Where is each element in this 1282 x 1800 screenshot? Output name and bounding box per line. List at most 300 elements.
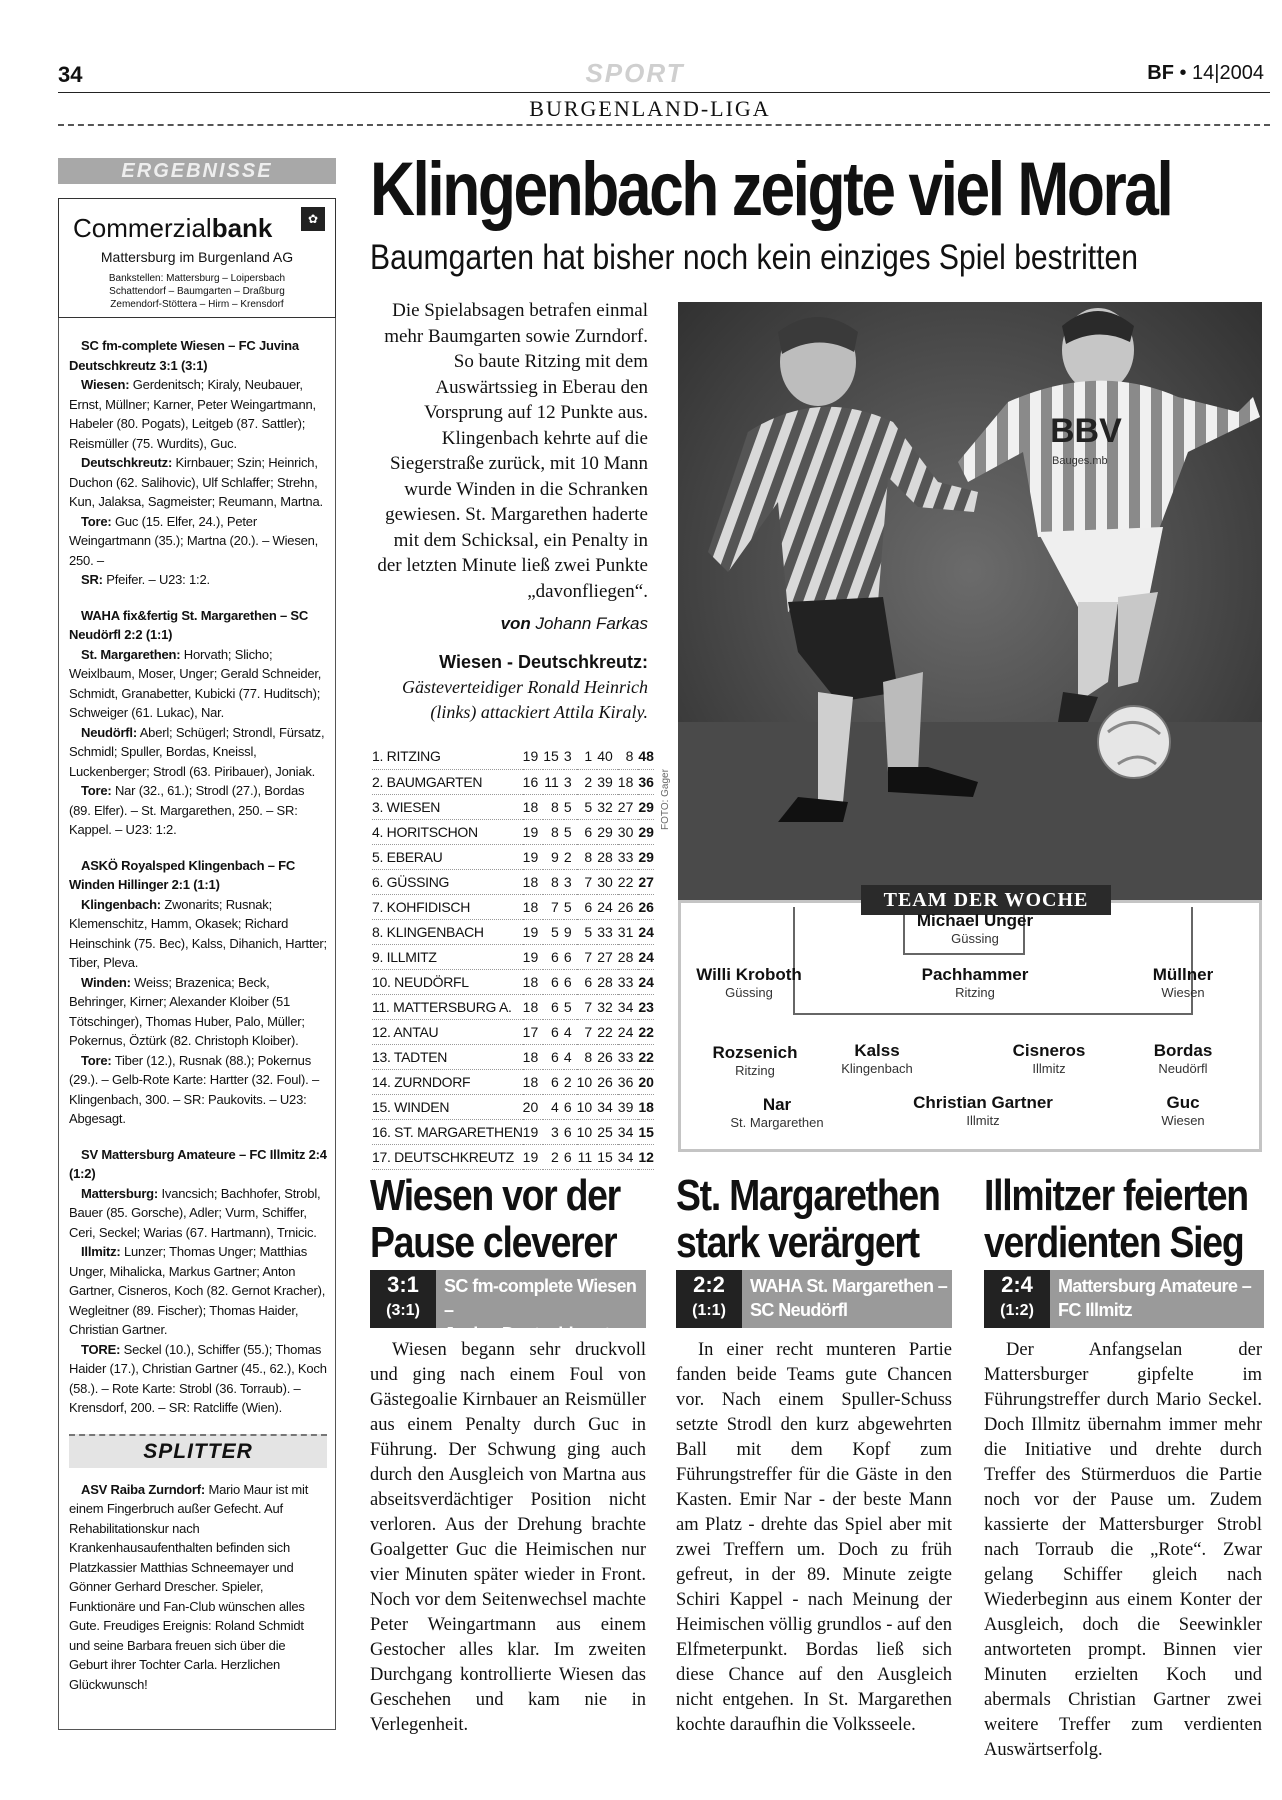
result-line — [69, 453, 327, 512]
result-block — [69, 606, 327, 840]
player-club: Güssing — [725, 985, 773, 1000]
result-line — [69, 645, 327, 723]
player-name: Rozsenich — [712, 1043, 798, 1062]
away-team: FC Illmitz — [1058, 1300, 1132, 1320]
standings-sp: 18 — [523, 894, 544, 919]
standings-n: 10 — [577, 1094, 598, 1119]
standings-points: 22 — [638, 1019, 654, 1044]
standings-row — [372, 1044, 654, 1069]
standings-u: 6 — [564, 1119, 577, 1144]
result-line-text: Tiber (12.), Rusnak (88.); Pokernus (29.). – Gelb-Rote Karte: Hartter (32. Foul). – Klingenbach, 300. – SR: Paukovits. – U23: Abgesagt. — [69, 1052, 319, 1126]
standings-sp: 20 — [523, 1094, 544, 1119]
issue-number: • 14|2004 — [1179, 62, 1264, 84]
standings-s: 2 — [543, 1144, 564, 1169]
standings-n: 10 — [577, 1119, 598, 1144]
standings-n: 10 — [577, 1069, 598, 1094]
match-report-body: Der Anfangselan der Mattersburger gipfelte im Führungstreffer durch Mario Seckel. Doch Illmitz übernahm immer mehr die Initiative und drehte durch Treffer des Stürmerduos die Partie noch vor der Pause um. Zudem kassierte der Mattersburger Strobl nach Torraub die „Rote“. Zwar gelang Schiffer gleich nach Wiederbeginn aus einem Konter der Ausgleich, doch die Seewinkler antworteten prompt. Binnen vier Minuten erzielten Koch und abermals Christian Gartner zwei weitere Treffer zum verdienten Auswärtserfolg. — [984, 1340, 1262, 1760]
standings-team — [372, 944, 523, 969]
standings-s: 6 — [543, 1044, 564, 1069]
match-score — [984, 1270, 1050, 1328]
player-club: Güssing — [951, 931, 999, 946]
standings-s: 8 — [543, 819, 564, 844]
standings-team-name: RITZING — [386, 748, 441, 765]
standings-sp: 18 — [523, 1044, 544, 1069]
standings-points: 29 — [638, 794, 654, 819]
standings-u: 4 — [564, 1044, 577, 1069]
team-of-the-week — [678, 889, 1262, 1152]
caption-text: Gästeverteidiger Ronald Heinrich (links) attackiert Attila Kiraly. — [402, 677, 648, 722]
player-forward — [1103, 1093, 1263, 1128]
result-line-label: Neudörfl: — [81, 724, 137, 740]
player-club: Ritzing — [955, 985, 995, 1000]
standings-gf: 27 — [597, 944, 618, 969]
standings-u: 3 — [564, 769, 577, 794]
result-line-text: Seckel (10.), Schiffer (55.); Thomas Haider (17.), Christian Gartner (45., 62.), Koch (58.). – Rote Karte: Strobl (36. Torraub). – Krensdorf, 200. – SR: Ratcliffe (Wien). — [69, 1341, 327, 1415]
standings-team — [372, 744, 523, 769]
match-photo-illustration — [678, 302, 1262, 900]
result-line — [69, 1242, 327, 1340]
splitter-item-label: ASV Raiba Zurndorf: — [81, 1481, 206, 1497]
standings-sp: 19 — [523, 919, 544, 944]
standings-team-name: NEUDÖRFL — [394, 973, 469, 990]
standings-rank: 2. — [372, 773, 384, 790]
standings-rank: 7. — [372, 898, 384, 915]
standings-team-name: ST. MARGARETHEN — [394, 1123, 523, 1140]
player-club: Illmitz — [966, 1113, 1000, 1128]
standings-ga: 39 — [618, 1094, 639, 1119]
standings-ga: 33 — [618, 1044, 639, 1069]
half-time-score: (1:1) — [692, 1302, 726, 1319]
headline-line: stark verärgert — [676, 1218, 919, 1267]
result-line — [69, 570, 327, 590]
standings-row — [372, 1069, 654, 1094]
standings-sp: 18 — [523, 994, 544, 1019]
headline-line: verdienten Sieg — [984, 1218, 1244, 1267]
standings-rank: 5. — [372, 848, 384, 865]
result-line-label: Illmitz: — [81, 1244, 121, 1259]
standings-s: 6 — [543, 994, 564, 1019]
standings-row — [372, 1019, 654, 1044]
standings-team-name: GÜSSING — [386, 873, 450, 890]
player-name: Willi Kroboth — [696, 965, 802, 984]
match-score-bar — [984, 1270, 1264, 1328]
player-name: Cisneros — [1012, 1041, 1086, 1060]
standings-sp: 18 — [523, 969, 544, 994]
result-line-text: Gerdenitsch; Kiraly, Neubauer, Ernst, Müllner; Karner, Peter Weingartmann, Habeler (80. Pogats), Leitgeb (87. Sattler); Reismüller (75. Wurdits), Guc. — [69, 377, 316, 451]
match-teams — [444, 1274, 642, 1346]
standings-rank: 3. — [372, 798, 384, 815]
standings-n: 7 — [577, 944, 598, 969]
standings-team-name: MATTERSBURG A. — [393, 998, 512, 1015]
standings-row — [372, 1094, 654, 1119]
result-line-text: Pfeifer. – U23: 1:2. — [106, 572, 210, 587]
standings-n: 6 — [577, 819, 598, 844]
standings-row — [372, 794, 654, 819]
standings-ga: 8 — [618, 744, 639, 769]
final-score: 2:4 — [1001, 1272, 1033, 1297]
standings-rank: 17. — [372, 1148, 391, 1165]
standings-gf: 24 — [597, 894, 618, 919]
match-score-bar — [676, 1270, 952, 1328]
player-name: Michael Unger — [916, 911, 1034, 930]
standings-u: 2 — [564, 1069, 577, 1094]
result-line-label: Winden: — [81, 974, 131, 990]
jersey-text: BBV — [1050, 412, 1122, 450]
standings-row — [372, 819, 654, 844]
player-name: Müllner — [1152, 965, 1214, 984]
standings-ga: 34 — [618, 994, 639, 1019]
photo-credit: FOTO: Gager — [660, 769, 671, 830]
byline-prefix: von — [500, 614, 531, 633]
standings-ga: 34 — [618, 1119, 639, 1144]
standings-team-name: ANTAU — [393, 1023, 439, 1040]
match-score — [370, 1270, 436, 1328]
sponsor-box — [58, 198, 336, 318]
result-line-label: Wiesen: — [81, 377, 130, 392]
player-club: Klingenbach — [841, 1061, 913, 1076]
standings-gf: 32 — [597, 794, 618, 819]
standings-s: 4 — [543, 1094, 564, 1119]
standings-ga: 31 — [618, 919, 639, 944]
standings-s: 6 — [543, 1019, 564, 1044]
standings-row — [372, 844, 654, 869]
match-score — [676, 1270, 742, 1328]
standings-sp: 19 — [523, 844, 544, 869]
headline-line: Wiesen vor der — [370, 1171, 620, 1220]
standings-rank: 1. — [372, 748, 384, 765]
standings-n: 11 — [577, 1144, 598, 1169]
standings-points: 12 — [638, 1144, 654, 1169]
league-title: BURGENLAND-LIGA — [450, 96, 850, 122]
standings-n: 8 — [577, 844, 598, 869]
sponsor-name-plain: Commerzial — [73, 213, 212, 243]
player-keeper — [895, 911, 1055, 946]
result-line-label: TORE: — [81, 1341, 121, 1357]
standings-sp: 16 — [523, 769, 544, 794]
splitter-label: SPLITTER — [69, 1434, 327, 1468]
player-name: Bordas — [1153, 1041, 1213, 1060]
standings-team — [372, 844, 523, 869]
standings-n: 5 — [577, 919, 598, 944]
standings-team — [372, 969, 523, 994]
match-report-body: Wiesen begann sehr druckvoll und ging nach einem Foul von Gästegoalie Kirnbauer an Reismüller aus einem Penalty durch Guc in Führung. Der Schwung ging auch durch den Ausgleich von Martna aus abseitsverdächtiger Position nicht verloren. Aus der Drehung brachte Goalgetter Guc die Heimischen nur vier Minuten später wieder in Front. Noch vor dem Seitenwechsel machte Peter Weingartmann aus einem Gestocher alles klar. Im zweiten Durchgang kontrollierte Wiesen das Geschehen und kam nie in Verlegenheit. — [370, 1340, 646, 1735]
result-line — [69, 1184, 327, 1243]
standings-points: 36 — [638, 769, 654, 794]
standings-table — [372, 744, 654, 1170]
standings-n: 6 — [577, 894, 598, 919]
standings-points: 26 — [638, 894, 654, 919]
standings-u: 5 — [564, 894, 577, 919]
standings-gf: 28 — [597, 844, 618, 869]
standings-row — [372, 744, 654, 769]
standings-row — [372, 944, 654, 969]
standings-n: 7 — [577, 869, 598, 894]
result-line — [69, 781, 327, 840]
standings-team — [372, 1019, 523, 1044]
standings-u: 6 — [564, 1094, 577, 1119]
player-midfielder — [1103, 1041, 1263, 1076]
standings-gf: 28 — [597, 969, 618, 994]
result-line — [69, 512, 327, 571]
standings-ga: 33 — [618, 844, 639, 869]
standings-points: 22 — [638, 1044, 654, 1069]
standings-u: 4 — [564, 1019, 577, 1044]
standings-n: 2 — [577, 769, 598, 794]
standings-team — [372, 869, 523, 894]
player-forward — [697, 1095, 857, 1130]
sponsor-subtitle: Mattersburg im Burgenland AG — [100, 249, 294, 265]
standings-gf: 32 — [597, 994, 618, 1019]
standings-points: 29 — [638, 819, 654, 844]
article-lead: Die Spielabsagen betrafen einmal mehr Baumgarten sowie Zurndorf. So baute Ritzing mit dem Auswärtssieg in Eberau den Vorsprung auf 12 Punkte aus. Klingenbach kehrte auf die Siegerstraße zurück, mit 10 Mann wurde Winden in die Schranken gewiesen. St. Margarethen haderte mit dem Schicksal, ein Penalty in der letzten Minute ließ zwei Punkte „davonfliegen“. — [377, 300, 648, 602]
standings-team — [372, 819, 523, 844]
results-list — [69, 336, 327, 1418]
standings-team — [372, 919, 523, 944]
issue-brand: BF — [1147, 62, 1174, 84]
standings-rank: 9. — [372, 948, 384, 965]
standings-u: 9 — [564, 919, 577, 944]
standings-ga: 28 — [618, 944, 639, 969]
standings-points: 23 — [638, 994, 654, 1019]
standings-team — [372, 1144, 523, 1169]
standings-team-name: HORITSCHON — [386, 823, 478, 840]
standings-sp: 19 — [523, 1144, 544, 1169]
standings-rank: 13. — [372, 1048, 391, 1065]
match-teams — [1058, 1274, 1260, 1322]
standings-u: 3 — [564, 744, 577, 769]
caption-label: Wiesen - Deutschkreutz: — [439, 652, 648, 672]
result-line-label: Deutschkreutz: — [81, 455, 173, 470]
standings-u: 5 — [564, 794, 577, 819]
result-line-label: Mattersburg: — [81, 1185, 159, 1201]
standings-points: 48 — [638, 744, 654, 769]
match-teams — [750, 1274, 948, 1322]
standings-team — [372, 1119, 523, 1144]
standings-team-name: WINDEN — [394, 1098, 450, 1115]
result-line-text: Ivancsich; Bachhofer, Strobl, Bauer (85. Gorsche), Adler; Vurm, Schiffer, Ceri, Seckel; Warias (67. Hartmann), Trnicic. — [69, 1185, 321, 1240]
standings-row — [372, 894, 654, 919]
standings-s: 6 — [543, 969, 564, 994]
standings-rank: 8. — [372, 923, 384, 940]
player-club: Ritzing — [735, 1063, 775, 1078]
standings-row — [372, 869, 654, 894]
standings-sp: 19 — [523, 944, 544, 969]
result-line-text: Lunzer; Thomas Unger; Matthias Unger, Mihalicka, Markus Gartner; Anton Gartner, Cisneros, Koch (82. Gernot Kracher), Wegleitner (89. Fischer); Thomas Haider, Christian Gartner. — [69, 1244, 326, 1337]
standings-team — [372, 994, 523, 1019]
byline-author: Johann Farkas — [535, 614, 648, 633]
standings-team — [372, 1044, 523, 1069]
result-line-text: Zwonarits; Rusnak; Klemenschitz, Hamm, Okasek; Richard Heinschink (75. Bec), Kalss, Dihanich, Hartter; Tiber, Pleva. — [69, 896, 327, 970]
team-of-the-week-title: TEAM DER WOCHE — [861, 885, 1111, 915]
player-defender — [895, 965, 1055, 1000]
standings-sp: 18 — [523, 869, 544, 894]
standings-n: 1 — [577, 744, 598, 769]
branches-line: Schattendorf – Baumgarten – Draßburg — [109, 286, 285, 297]
standings-rank: 11. — [372, 998, 390, 1015]
result-line-label: Klingenbach: — [81, 896, 161, 912]
result-block — [69, 1145, 327, 1418]
standings-points: 20 — [638, 1069, 654, 1094]
issue-info — [1147, 62, 1264, 85]
result-line-text: Weiss; Brazenica; Beck, Behringer, Kirner; Alexander Kloiber (51 Tötschinger), Thomas Huber, Palo, Müller; Pokernus, Öztürk (82. Christoph Kloiber). — [69, 974, 305, 1048]
player-name: Guc — [1166, 1093, 1200, 1112]
match-score-bar — [370, 1270, 646, 1344]
standings-n: 6 — [577, 969, 598, 994]
player-name: Pachhammer — [921, 965, 1029, 984]
away-team: SC Neudörfl — [750, 1300, 848, 1320]
sponsor-branches — [59, 272, 335, 311]
half-time-score: (1:2) — [1000, 1302, 1034, 1319]
result-match-heading: ASKÖ Royalsped Klingenbach – FC Winden Hillinger 2:1 (1:1) — [69, 857, 296, 892]
standings-sp: 19 — [523, 744, 544, 769]
splitter-item-text: Mario Maur ist mit einem Fingerbruch außer Gefecht. Auf Rehabilitationskur nach Krankenhausaufenthalten befinden sich Platzkassier Matthias Schneemayer und Gönner Gerhard Drescher. Spieler, Funktionäre und Fan-Club wünschen alles Gute. Freudiges Ereignis: Roland Schmidt und seine Barbara freuen sich über die Geburt ihrer Tochter Carla. Herzlichen Glückwunsch! — [69, 1481, 309, 1692]
standings-team-name: DEUTSCHKREUTZ — [394, 1148, 514, 1165]
standings-s: 8 — [543, 794, 564, 819]
standings-gf: 33 — [597, 919, 618, 944]
standings-gf: 30 — [597, 869, 618, 894]
result-line — [69, 375, 327, 453]
standings-points: 27 — [638, 869, 654, 894]
standings-rank: 6. — [372, 873, 384, 890]
standings-gf: 29 — [597, 819, 618, 844]
result-line-text: Aberl; Schügerl; Strondl, Fürsatz, Schmidl; Spuller, Bordas, Kneissl, Luckenberger; Strodl (63. Piribauer), Joniak. — [69, 724, 325, 779]
ergebnisse-label: ERGEBNISSE — [58, 158, 336, 184]
standings-row — [372, 1144, 654, 1169]
standings-s: 3 — [543, 1119, 564, 1144]
standings-team — [372, 894, 523, 919]
standings-u: 5 — [564, 819, 577, 844]
standings-gf: 26 — [597, 1069, 618, 1094]
standings-points: 15 — [638, 1119, 654, 1144]
result-block — [69, 336, 327, 590]
standings-gf: 40 — [597, 744, 618, 769]
result-line — [69, 1340, 327, 1418]
headline-line: Illmitzer feierten — [984, 1171, 1248, 1220]
standings-team — [372, 769, 523, 794]
standings-s: 5 — [543, 919, 564, 944]
standings-sp: 19 — [523, 819, 544, 844]
player-name: Christian Gartner — [913, 1093, 1053, 1112]
standings-team-name: BAUMGARTEN — [386, 773, 483, 790]
standings-rank: 10. — [372, 973, 391, 990]
standings-rank: 12. — [372, 1023, 391, 1040]
result-match-heading: SV Mattersburg Amateure – FC Illmitz 2:4 (1:2) — [69, 1146, 327, 1181]
player-forward — [873, 1093, 1093, 1128]
standings-row — [372, 769, 654, 794]
result-match-heading: WAHA fix&fertig St. Margarethen – SC Neudörfl 2:2 (1:1) — [69, 607, 309, 642]
standings-team-name: ILLMITZ — [386, 948, 437, 965]
standings-n: 8 — [577, 1044, 598, 1069]
article-headline: Klingenbach zeigte viel Moral — [370, 147, 1172, 232]
result-line-text: Nar (32., 61.); Strodl (27.), Bordas (89. Elfer). – St. Margarethen, 250. – SR: Kappel. – U23: 1:2. — [69, 783, 305, 837]
player-club: Illmitz — [1032, 1061, 1066, 1076]
standings-rank: 16. — [372, 1123, 391, 1140]
standings-team-name: KLINGENBACH — [386, 923, 484, 940]
result-line — [69, 723, 327, 782]
standings-s: 15 — [543, 744, 564, 769]
headline-line: St. Margarethen — [676, 1171, 940, 1220]
standings-row — [372, 1119, 654, 1144]
standings-u: 2 — [564, 844, 577, 869]
standings-s: 11 — [543, 769, 564, 794]
standings-team-name: WIESEN — [386, 798, 441, 815]
standings-n: 5 — [577, 794, 598, 819]
standings-team — [372, 1094, 523, 1119]
result-line-label: Tore: — [81, 783, 112, 798]
standings-team-name: TADTEN — [393, 1048, 448, 1065]
header-rule — [58, 92, 1270, 93]
result-line — [69, 895, 327, 973]
standings-ga: 18 — [618, 769, 639, 794]
standings-team-name: EBERAU — [386, 848, 443, 865]
photo-caption — [372, 650, 648, 725]
sponsor-name — [73, 213, 272, 244]
match-report-headline — [676, 1172, 940, 1266]
result-line-text: Horvath; Slicho; Weixlbaum, Moser, Unger; Gerald Schneider, Schmidt, Granabetter, Kubicki (77. Huditsch); Schweiger (61. Lukac), Nar. — [69, 646, 322, 720]
result-match-heading: SC fm-complete Wiesen – FC Juvina Deutschkreutz 3:1 (3:1) — [69, 338, 299, 373]
standings-sp: 19 — [523, 1119, 544, 1144]
standings-s: 9 — [543, 844, 564, 869]
branches-line: Zemendorf-Stöttera – Hirm – Krensdorf — [110, 299, 284, 310]
standings-points: 24 — [638, 919, 654, 944]
result-line-text: Guc (15. Elfer, 24.), Peter Weingartmann (35.); Martna (20.). – Wiesen, 250. – — [69, 513, 319, 568]
standings-team — [372, 1069, 523, 1094]
final-score: 3:1 — [387, 1272, 419, 1297]
result-block — [69, 856, 327, 1129]
home-team: SC fm-complete Wiesen – — [444, 1276, 637, 1320]
standings-gf: 26 — [597, 1044, 618, 1069]
player-club: Wiesen — [1161, 985, 1205, 1000]
standings-ga: 36 — [618, 1069, 639, 1094]
result-line-label: St. Margarethen: — [81, 646, 181, 662]
standings-u: 5 — [564, 994, 577, 1019]
standings-ga: 27 — [618, 794, 639, 819]
player-club: Wiesen — [1161, 1113, 1205, 1128]
standings-row — [372, 994, 654, 1019]
section-label: SPORT — [585, 58, 685, 88]
standings-gf: 25 — [597, 1119, 618, 1144]
standings-n: 7 — [577, 994, 598, 1019]
standings-u: 6 — [564, 944, 577, 969]
standings-ga: 34 — [618, 1144, 639, 1169]
standings-points: 24 — [638, 944, 654, 969]
half-time-score: (3:1) — [386, 1302, 420, 1319]
standings-ga: 33 — [618, 969, 639, 994]
standings-ga: 22 — [618, 869, 639, 894]
standings-rank: 15. — [372, 1098, 391, 1115]
match-report-headline — [984, 1172, 1248, 1266]
results-column — [58, 318, 336, 1730]
result-line-text: Kirnbauer; Szin; Heinrich, Duchon (62. Salihovic), Ulf Schlaffer; Strehn, Kun, Jalaksa, Sagmeister; Reumann, Martna. — [69, 455, 323, 509]
player-defender — [1103, 965, 1263, 1000]
jersey-sponsor: Bauges.mb — [1052, 455, 1108, 467]
match-photo — [678, 302, 1262, 900]
splitter-item — [69, 1480, 327, 1695]
standings-s: 6 — [543, 1069, 564, 1094]
page-number: 34 — [58, 62, 83, 87]
sponsor-name-bold: bank — [211, 213, 273, 243]
player-club: Neudörfl — [1158, 1061, 1208, 1076]
standings-s: 6 — [543, 944, 564, 969]
result-line — [69, 1051, 327, 1129]
final-score: 2:2 — [693, 1272, 725, 1297]
standings-ga: 24 — [618, 1019, 639, 1044]
home-team: Mattersburg Amateure – — [1058, 1276, 1252, 1296]
standings-ga: 30 — [618, 819, 639, 844]
player-club: St. Margarethen — [730, 1115, 824, 1130]
standings-rank: 14. — [372, 1073, 391, 1090]
byline — [372, 614, 648, 634]
